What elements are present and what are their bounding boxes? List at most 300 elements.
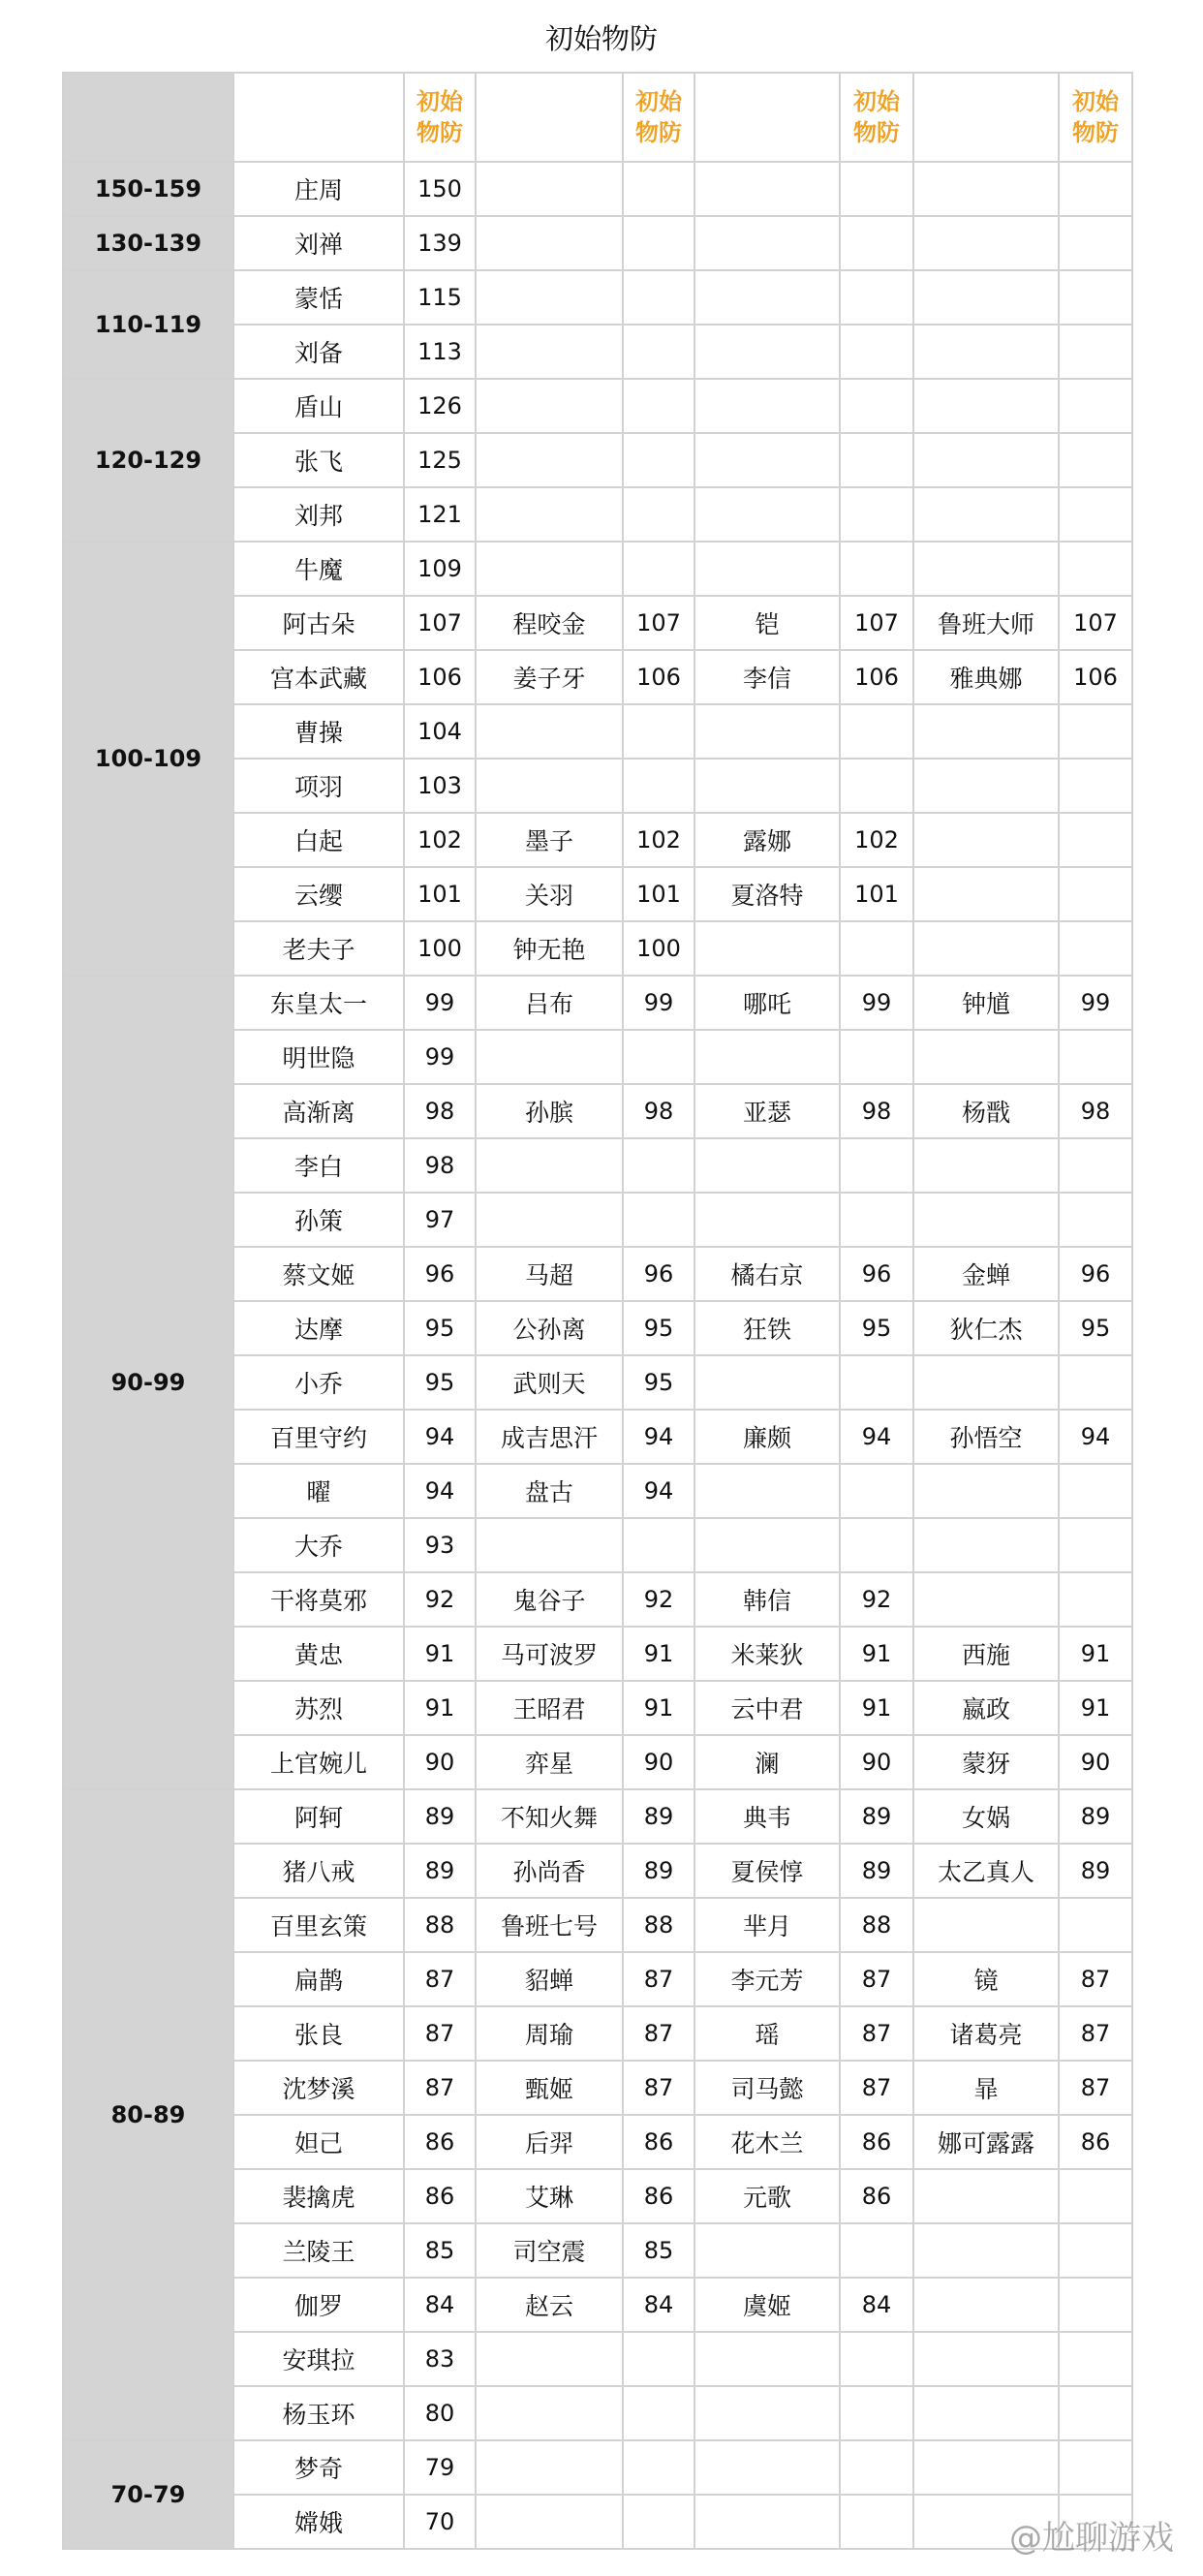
hero-name-cell: 大乔: [233, 1518, 404, 1572]
hero-name-cell: 花木兰: [694, 2115, 840, 2169]
hero-name-cell: 钟馗: [913, 976, 1059, 1030]
header-hero-cell: [233, 73, 404, 162]
defense-value-cell: [840, 162, 913, 216]
hero-name-cell: [476, 1138, 623, 1193]
defense-value-cell: 95: [404, 1355, 476, 1410]
hero-name-cell: 娜可露露: [913, 2115, 1059, 2169]
defense-value-cell: 87: [840, 1952, 913, 2006]
table-row: [63, 976, 1132, 1030]
defense-value-cell: 89: [1059, 1844, 1132, 1898]
hero-name-cell: 鲁班大师: [913, 596, 1059, 650]
hero-name-cell: 程咬金: [476, 596, 623, 650]
hero-name-cell: 牛魔: [233, 542, 404, 596]
hero-name-cell: [476, 2386, 623, 2440]
defense-value-cell: 89: [840, 1789, 913, 1844]
hero-name-cell: 宫本武藏: [233, 650, 404, 704]
defense-value-cell: 102: [840, 813, 913, 867]
defense-value-cell: 89: [1059, 1789, 1132, 1844]
header-label-text: 初始 物防: [1072, 88, 1119, 146]
hero-name-cell: 云缨: [233, 867, 404, 921]
defense-value-cell: 94: [404, 1464, 476, 1518]
hero-name-cell: 司马懿: [694, 2061, 840, 2115]
defense-value-cell: 87: [623, 1952, 694, 2006]
hero-name-cell: [913, 433, 1059, 487]
header-label-text: 初始 物防: [853, 88, 900, 146]
defense-value-cell: 86: [840, 2115, 913, 2169]
defense-value-cell: 87: [840, 2006, 913, 2061]
hero-name-cell: 雅典娜: [913, 650, 1059, 704]
page-title: 初始物防: [544, 22, 658, 55]
defense-value-cell: [623, 2495, 694, 2549]
defense-value-cell: 94: [623, 1464, 694, 1518]
table-row: [63, 542, 1132, 596]
hero-name-cell: 元歌: [694, 2169, 840, 2223]
hero-name-cell: 嫦娥: [233, 2495, 404, 2549]
defense-value-cell: [623, 433, 694, 487]
defense-value-cell: 98: [623, 1084, 694, 1138]
hero-name-cell: 姜子牙: [476, 650, 623, 704]
defense-value-cell: [840, 2332, 913, 2386]
defense-value-cell: 102: [623, 813, 694, 867]
hero-name-cell: [913, 813, 1059, 867]
hero-name-cell: [694, 325, 840, 379]
defense-value-cell: 86: [623, 2169, 694, 2223]
hero-name-cell: [913, 2169, 1059, 2223]
defense-value-cell: [1059, 921, 1132, 976]
hero-name-cell: [913, 1030, 1059, 1084]
hero-name-cell: 杨玉环: [233, 2386, 404, 2440]
hero-name-cell: [913, 1572, 1059, 1627]
table-row: [63, 216, 1132, 270]
hero-name-cell: [694, 2223, 840, 2278]
defense-value-cell: [1059, 216, 1132, 270]
range-group-cell: 80-89: [63, 1789, 233, 2440]
hero-name-cell: [694, 1464, 840, 1518]
range-group-cell: 130-139: [63, 216, 233, 270]
defense-value-cell: 103: [404, 759, 476, 813]
defense-value-cell: 106: [404, 650, 476, 704]
defense-value-cell: [840, 487, 913, 542]
header-hero-cell: [913, 73, 1059, 162]
defense-value-cell: [623, 2386, 694, 2440]
defense-value-cell: [623, 1138, 694, 1193]
hero-name-cell: [913, 704, 1059, 759]
range-group-cell: 100-109: [63, 542, 233, 976]
hero-name-cell: [913, 216, 1059, 270]
hero-name-cell: 上官婉儿: [233, 1735, 404, 1789]
hero-name-cell: [694, 2332, 840, 2386]
hero-name-cell: [476, 216, 623, 270]
defense-value-cell: [623, 216, 694, 270]
defense-value-cell: 91: [1059, 1627, 1132, 1681]
hero-name-cell: 铠: [694, 596, 840, 650]
defense-value-cell: [1059, 270, 1132, 325]
hero-name-cell: 金蝉: [913, 1247, 1059, 1301]
hero-name-cell: 诸葛亮: [913, 2006, 1059, 2061]
defense-value-cell: 87: [840, 2061, 913, 2115]
hero-name-cell: 蔡文姬: [233, 1247, 404, 1301]
hero-name-cell: [913, 379, 1059, 433]
defense-value-cell: [1059, 2278, 1132, 2332]
defense-value-cell: 91: [623, 1627, 694, 1681]
hero-name-cell: 杨戬: [913, 1084, 1059, 1138]
hero-name-cell: [694, 2386, 840, 2440]
defense-value-cell: 89: [404, 1844, 476, 1898]
defense-value-cell: 99: [404, 976, 476, 1030]
defense-value-cell: 125: [404, 433, 476, 487]
defense-value-cell: [840, 2495, 913, 2549]
hero-name-cell: 沈梦溪: [233, 2061, 404, 2115]
defense-value-cell: [840, 1193, 913, 1247]
hero-name-cell: 刘备: [233, 325, 404, 379]
defense-value-cell: [1059, 1464, 1132, 1518]
hero-name-cell: [694, 162, 840, 216]
hero-name-cell: [476, 759, 623, 813]
defense-value-cell: [840, 1138, 913, 1193]
hero-name-cell: [476, 379, 623, 433]
hero-name-cell: 裴擒虎: [233, 2169, 404, 2223]
hero-name-cell: [913, 1138, 1059, 1193]
defense-value-cell: 107: [623, 596, 694, 650]
hero-name-cell: 黄忠: [233, 1627, 404, 1681]
hero-name-cell: [694, 1518, 840, 1572]
hero-name-cell: 哪吒: [694, 976, 840, 1030]
header-defense-label: [404, 73, 476, 162]
hero-name-cell: [913, 759, 1059, 813]
defense-value-cell: 87: [404, 2006, 476, 2061]
hero-name-cell: 干将莫邪: [233, 1572, 404, 1627]
table-row: [63, 162, 1132, 216]
defense-value-cell: 97: [404, 1193, 476, 1247]
defense-value-cell: 85: [623, 2223, 694, 2278]
defense-value-cell: [840, 379, 913, 433]
defense-value-cell: 113: [404, 325, 476, 379]
hero-name-cell: [913, 487, 1059, 542]
defense-value-cell: 101: [404, 867, 476, 921]
hero-name-cell: [913, 2223, 1059, 2278]
hero-name-cell: [913, 2440, 1059, 2495]
defense-value-cell: [840, 1464, 913, 1518]
hero-name-cell: 成吉思汗: [476, 1410, 623, 1464]
hero-name-cell: 扁鹊: [233, 1952, 404, 2006]
defense-value-cell: 89: [840, 1844, 913, 1898]
defense-value-cell: [1059, 325, 1132, 379]
table-row: [63, 2440, 1132, 2495]
defense-value-cell: 88: [404, 1898, 476, 1952]
defense-value-cell: [840, 325, 913, 379]
watermark: @尬聊游戏: [1009, 2519, 1174, 2558]
hero-name-cell: 鬼谷子: [476, 1572, 623, 1627]
hero-name-cell: 廉颇: [694, 1410, 840, 1464]
defense-value-cell: [623, 542, 694, 596]
defense-value-cell: [1059, 2440, 1132, 2495]
range-group-cell: 110-119: [63, 270, 233, 379]
defense-value-cell: 90: [623, 1735, 694, 1789]
defense-value-cell: 90: [1059, 1735, 1132, 1789]
hero-name-cell: 鲁班七号: [476, 1898, 623, 1952]
hero-name-cell: [913, 2386, 1059, 2440]
hero-name-cell: 澜: [694, 1735, 840, 1789]
defense-value-cell: [623, 704, 694, 759]
hero-name-cell: 刘禅: [233, 216, 404, 270]
hero-name-cell: 镜: [913, 1952, 1059, 2006]
hero-name-cell: [913, 1355, 1059, 1410]
defense-value-cell: [623, 270, 694, 325]
hero-name-cell: 曜: [233, 1464, 404, 1518]
hero-name-cell: [694, 1193, 840, 1247]
hero-name-cell: 盾山: [233, 379, 404, 433]
hero-name-cell: [476, 2440, 623, 2495]
defense-value-cell: 86: [1059, 2115, 1132, 2169]
defense-value-cell: 80: [404, 2386, 476, 2440]
defense-value-cell: [623, 325, 694, 379]
hero-name-cell: 夏洛特: [694, 867, 840, 921]
defense-value-cell: 96: [1059, 1247, 1132, 1301]
defense-value-cell: 101: [840, 867, 913, 921]
hero-name-cell: 狂铁: [694, 1301, 840, 1355]
defense-value-cell: [623, 1030, 694, 1084]
defense-value-cell: 88: [840, 1898, 913, 1952]
defense-value-cell: 87: [404, 2061, 476, 2115]
hero-name-cell: 百里守约: [233, 1410, 404, 1464]
hero-name-cell: 庄周: [233, 162, 404, 216]
defense-value-cell: 150: [404, 162, 476, 216]
table-row: [63, 270, 1132, 325]
hero-name-cell: 墨子: [476, 813, 623, 867]
hero-name-cell: 李白: [233, 1138, 404, 1193]
hero-name-cell: [694, 2440, 840, 2495]
header-defense-label: [623, 73, 694, 162]
hero-name-cell: [913, 867, 1059, 921]
hero-name-cell: 周瑜: [476, 2006, 623, 2061]
defense-value-cell: [1059, 1518, 1132, 1572]
defense-value-cell: 95: [840, 1301, 913, 1355]
hero-name-cell: 艾琳: [476, 2169, 623, 2223]
defense-value-cell: [840, 1355, 913, 1410]
defense-value-cell: 106: [840, 650, 913, 704]
defense-value-cell: 89: [404, 1789, 476, 1844]
hero-name-cell: 吕布: [476, 976, 623, 1030]
hero-name-cell: 马可波罗: [476, 1627, 623, 1681]
defense-value-cell: 98: [1059, 1084, 1132, 1138]
hero-name-cell: [694, 759, 840, 813]
defense-value-cell: 87: [1059, 2006, 1132, 2061]
defense-value-cell: [840, 759, 913, 813]
hero-name-cell: 米莱狄: [694, 1627, 840, 1681]
defense-value-cell: [1059, 2169, 1132, 2223]
hero-name-cell: [694, 1138, 840, 1193]
defense-value-cell: 84: [623, 2278, 694, 2332]
hero-name-cell: 张飞: [233, 433, 404, 487]
hero-name-cell: 弈星: [476, 1735, 623, 1789]
hero-name-cell: [694, 216, 840, 270]
hero-name-cell: 女娲: [913, 1789, 1059, 1844]
defense-value-cell: 98: [840, 1084, 913, 1138]
hero-name-cell: [476, 2495, 623, 2549]
defense-value-cell: 83: [404, 2332, 476, 2386]
defense-value-cell: 94: [840, 1410, 913, 1464]
defense-value-cell: 96: [840, 1247, 913, 1301]
defense-value-cell: 91: [840, 1681, 913, 1735]
hero-name-cell: 虞姬: [694, 2278, 840, 2332]
hero-name-cell: [694, 270, 840, 325]
hero-name-cell: 阿古朵: [233, 596, 404, 650]
defense-value-cell: 93: [404, 1518, 476, 1572]
hero-name-cell: 瑶: [694, 2006, 840, 2061]
hero-name-cell: 伽罗: [233, 2278, 404, 2332]
defense-value-cell: [1059, 1572, 1132, 1627]
hero-name-cell: 阿轲: [233, 1789, 404, 1844]
defense-value-cell: [1059, 379, 1132, 433]
hero-name-cell: [694, 433, 840, 487]
hero-name-cell: 马超: [476, 1247, 623, 1301]
defense-value-cell: [623, 2440, 694, 2495]
defense-value-cell: [1059, 1138, 1132, 1193]
header-hero-cell: [476, 73, 623, 162]
hero-name-cell: 云中君: [694, 1681, 840, 1735]
hero-name-cell: [913, 162, 1059, 216]
hero-name-cell: [913, 1898, 1059, 1952]
defense-value-cell: [1059, 2223, 1132, 2278]
defense-value-cell: [840, 2440, 913, 2495]
hero-name-cell: [476, 487, 623, 542]
hero-name-cell: 白起: [233, 813, 404, 867]
defense-value-cell: 86: [404, 2169, 476, 2223]
defense-value-cell: 90: [404, 1735, 476, 1789]
hero-name-cell: 武则天: [476, 1355, 623, 1410]
hero-name-cell: 甄姬: [476, 2061, 623, 2115]
hero-name-cell: [694, 2495, 840, 2549]
hero-name-cell: 老夫子: [233, 921, 404, 976]
defense-value-cell: 95: [404, 1301, 476, 1355]
defense-value-cell: [1059, 1193, 1132, 1247]
defense-value-cell: 99: [404, 1030, 476, 1084]
hero-name-cell: [476, 1030, 623, 1084]
defense-value-cell: 115: [404, 270, 476, 325]
defense-value-cell: 84: [840, 2278, 913, 2332]
hero-name-cell: [913, 1464, 1059, 1518]
defense-value-cell: [1059, 813, 1132, 867]
defense-value-cell: 109: [404, 542, 476, 596]
hero-name-cell: 盘古: [476, 1464, 623, 1518]
defense-value-cell: 94: [1059, 1410, 1132, 1464]
defense-value-cell: 86: [404, 2115, 476, 2169]
defense-value-cell: [1059, 759, 1132, 813]
defense-value-cell: [840, 704, 913, 759]
defense-value-cell: [840, 1030, 913, 1084]
defense-value-cell: 107: [840, 596, 913, 650]
defense-value-cell: 107: [404, 596, 476, 650]
header-label-text: 初始 物防: [635, 88, 682, 146]
defense-value-cell: 139: [404, 216, 476, 270]
hero-name-cell: 司空震: [476, 2223, 623, 2278]
hero-name-cell: 露娜: [694, 813, 840, 867]
defense-value-cell: 94: [404, 1410, 476, 1464]
hero-name-cell: [913, 1193, 1059, 1247]
hero-name-cell: 明世隐: [233, 1030, 404, 1084]
hero-name-cell: [476, 704, 623, 759]
defense-value-cell: 89: [623, 1844, 694, 1898]
defense-value-cell: [840, 216, 913, 270]
header-hero-cell: [694, 73, 840, 162]
hero-name-cell: [476, 270, 623, 325]
defense-value-cell: [1059, 2386, 1132, 2440]
hero-name-cell: 孙尚香: [476, 1844, 623, 1898]
defense-value-cell: [1059, 542, 1132, 596]
hero-name-cell: 西施: [913, 1627, 1059, 1681]
defense-value-cell: 88: [623, 1898, 694, 1952]
defense-value-cell: 91: [623, 1681, 694, 1735]
defense-value-cell: 101: [623, 867, 694, 921]
header-label-text: 初始 物防: [416, 88, 463, 146]
defense-value-cell: 100: [404, 921, 476, 976]
hero-name-cell: 貂蝉: [476, 1952, 623, 2006]
defense-value-cell: 87: [1059, 1952, 1132, 2006]
hero-name-cell: 张良: [233, 2006, 404, 2061]
hero-name-cell: [476, 1518, 623, 1572]
defense-value-cell: [840, 542, 913, 596]
hero-name-cell: 李信: [694, 650, 840, 704]
hero-name-cell: [694, 704, 840, 759]
defense-value-cell: 95: [623, 1301, 694, 1355]
range-group-cell: 70-79: [63, 2440, 233, 2549]
hero-name-cell: 兰陵王: [233, 2223, 404, 2278]
defense-value-cell: [1059, 162, 1132, 216]
defense-value-cell: [623, 379, 694, 433]
hero-name-cell: 梦奇: [233, 2440, 404, 2495]
defense-value-cell: 102: [404, 813, 476, 867]
defense-value-cell: 86: [623, 2115, 694, 2169]
defense-value-cell: 98: [404, 1138, 476, 1193]
defense-value-cell: [623, 162, 694, 216]
hero-name-cell: 安琪拉: [233, 2332, 404, 2386]
hero-name-cell: [476, 433, 623, 487]
defense-value-cell: 92: [840, 1572, 913, 1627]
hero-name-cell: 猪八戒: [233, 1844, 404, 1898]
defense-value-cell: [623, 2332, 694, 2386]
hero-name-cell: [476, 1193, 623, 1247]
defense-table: [62, 72, 1133, 2550]
hero-name-cell: 太乙真人: [913, 1844, 1059, 1898]
defense-value-cell: [840, 2223, 913, 2278]
defense-value-cell: 95: [623, 1355, 694, 1410]
defense-value-cell: 96: [404, 1247, 476, 1301]
defense-value-cell: [840, 921, 913, 976]
hero-name-cell: 苏烈: [233, 1681, 404, 1735]
hero-name-cell: 刘邦: [233, 487, 404, 542]
hero-name-cell: 亚瑟: [694, 1084, 840, 1138]
hero-name-cell: 孙策: [233, 1193, 404, 1247]
hero-name-cell: 后羿: [476, 2115, 623, 2169]
defense-value-cell: 99: [1059, 976, 1132, 1030]
hero-name-cell: 孙悟空: [913, 1410, 1059, 1464]
hero-name-cell: 项羽: [233, 759, 404, 813]
range-group-cell: 90-99: [63, 976, 233, 1789]
defense-value-cell: 91: [404, 1627, 476, 1681]
hero-name-cell: 暃: [913, 2061, 1059, 2115]
defense-value-cell: 79: [404, 2440, 476, 2495]
hero-name-cell: [913, 542, 1059, 596]
hero-name-cell: 王昭君: [476, 1681, 623, 1735]
defense-value-cell: [1059, 704, 1132, 759]
hero-name-cell: 达摩: [233, 1301, 404, 1355]
hero-name-cell: 赵云: [476, 2278, 623, 2332]
defense-value-cell: [623, 1193, 694, 1247]
defense-value-cell: [1059, 487, 1132, 542]
hero-name-cell: 典韦: [694, 1789, 840, 1844]
defense-value-cell: 87: [404, 1952, 476, 2006]
hero-name-cell: [476, 325, 623, 379]
